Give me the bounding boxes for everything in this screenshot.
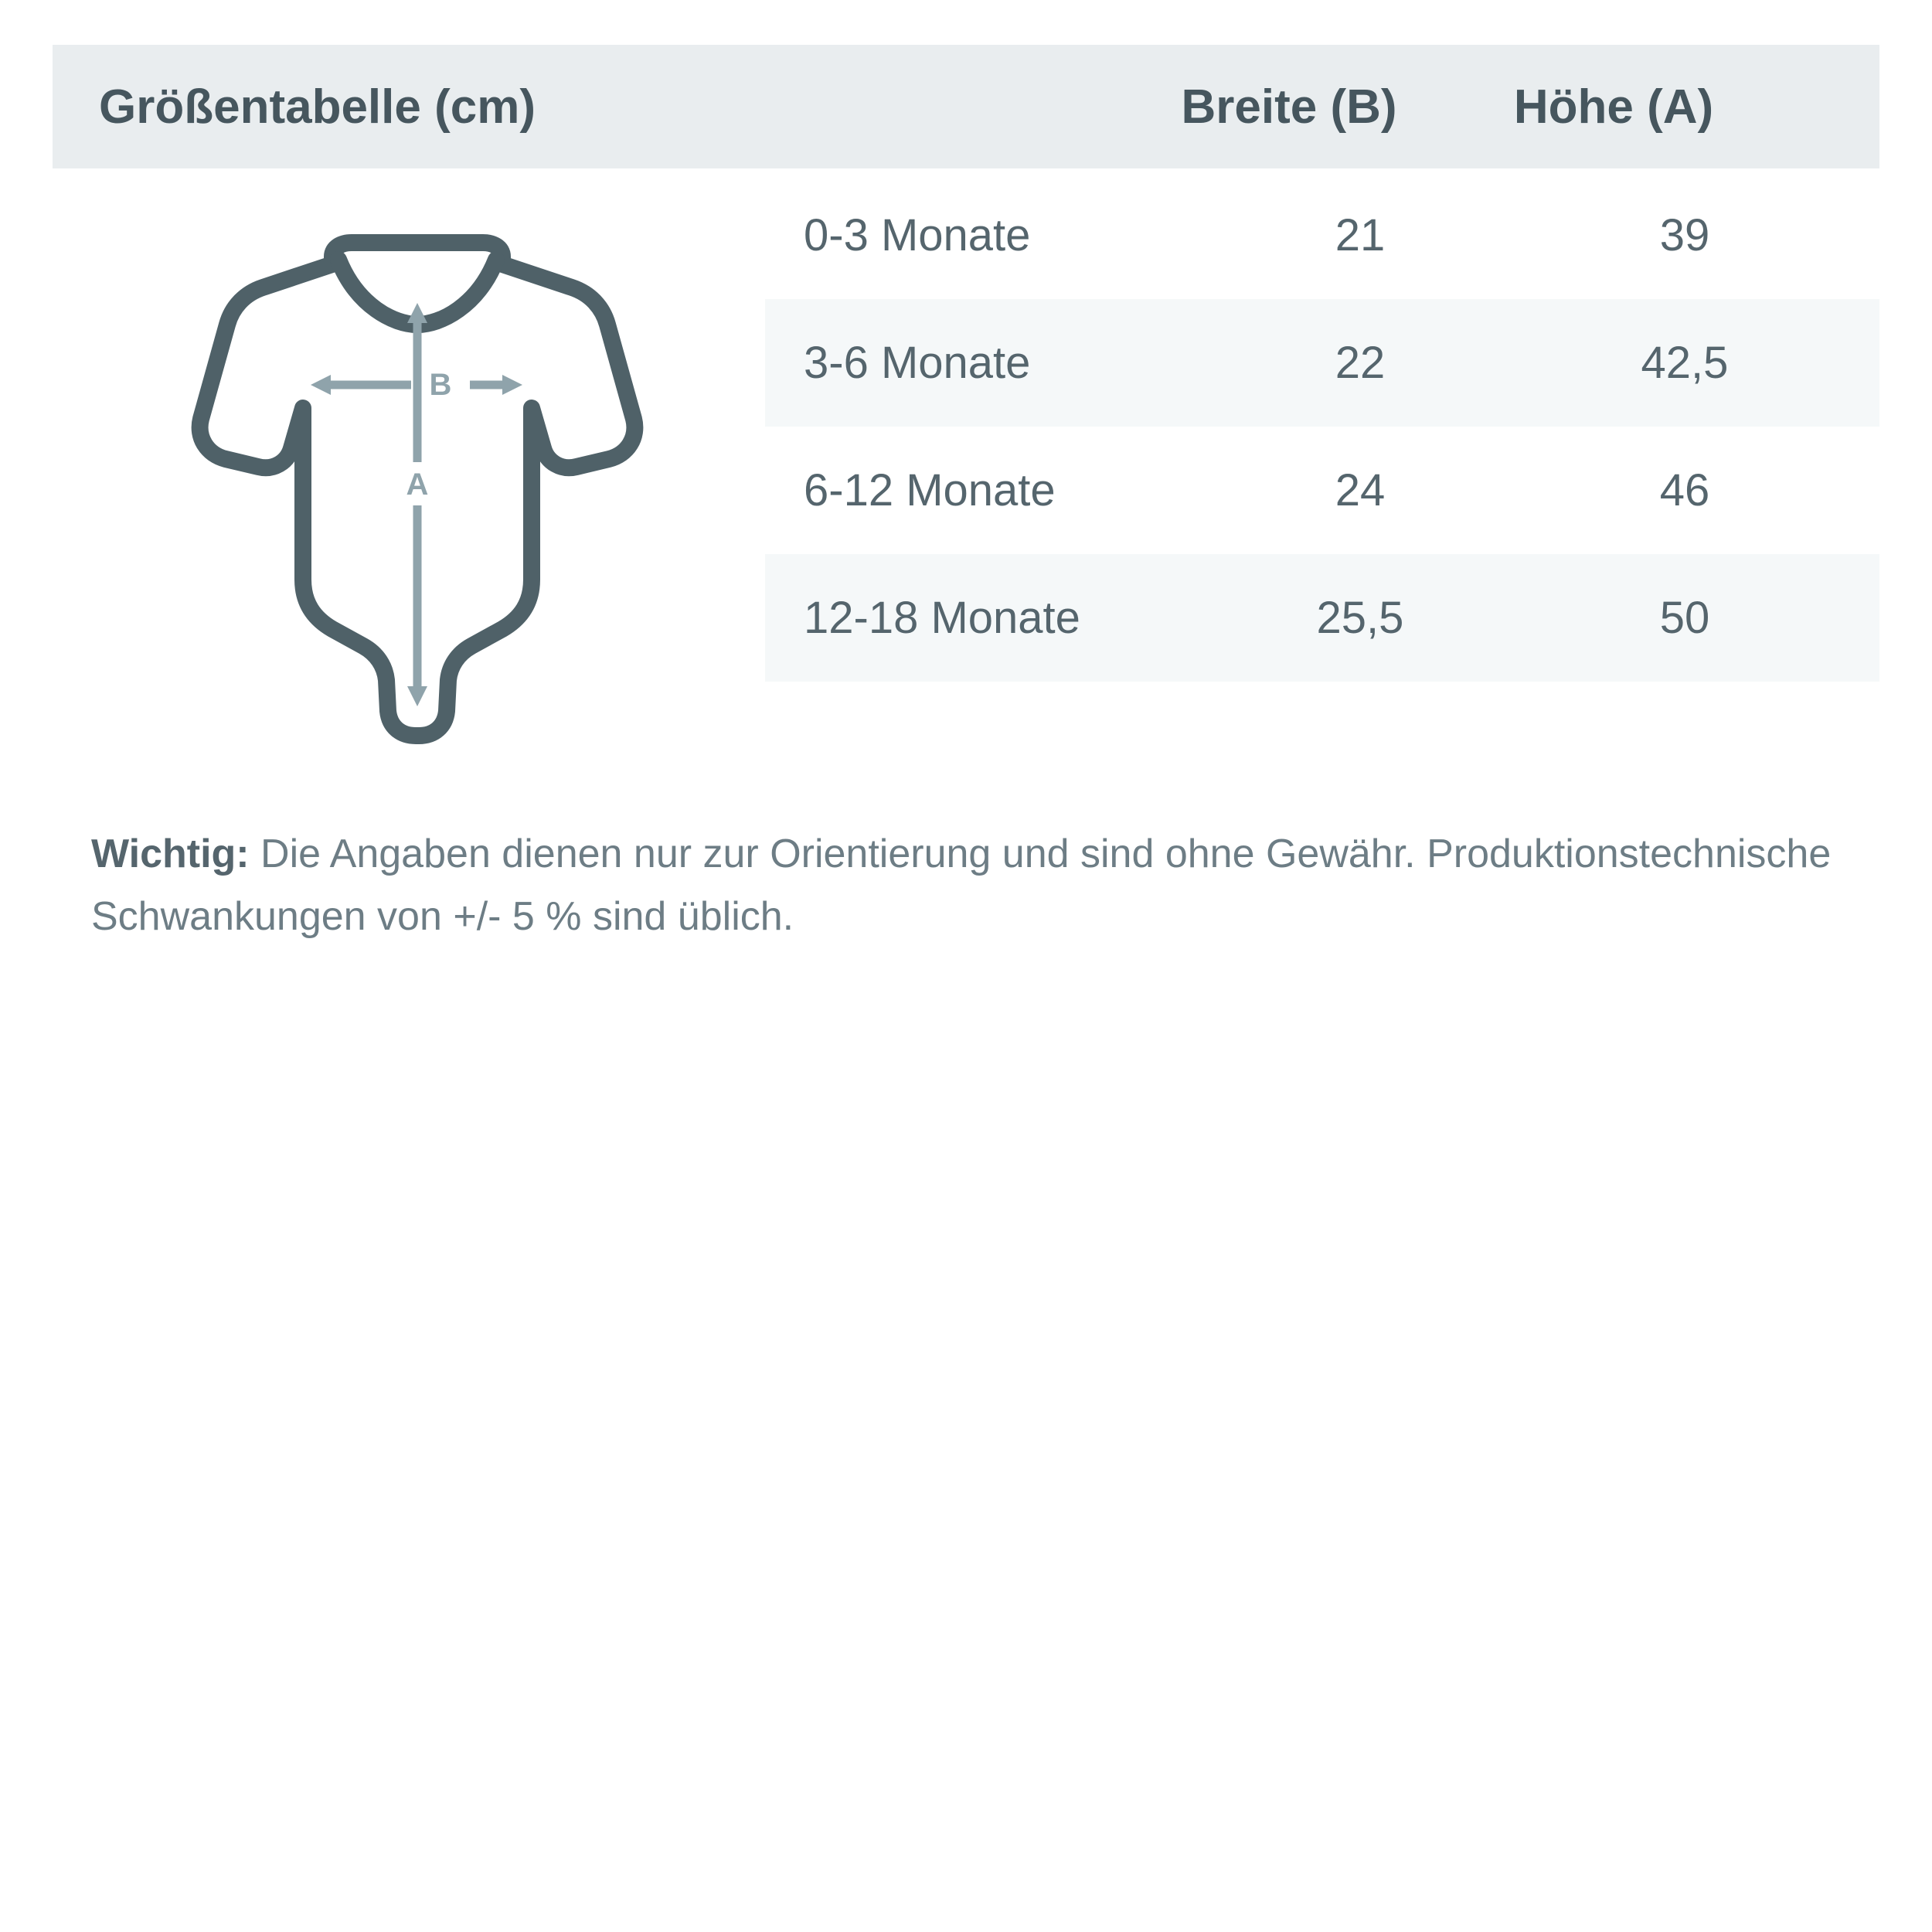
bodysuit-illustration <box>139 216 696 757</box>
cell-width: 24 <box>1335 465 1386 515</box>
disclaimer-note <box>91 823 1869 947</box>
table-row <box>765 299 1879 427</box>
cell-size: 12-18 Monate <box>804 593 1080 643</box>
size-table <box>765 172 1879 682</box>
table-header-band <box>53 45 1879 168</box>
table-row <box>765 427 1879 554</box>
svg-text:B: B <box>429 368 452 402</box>
baby-bodysuit-icon <box>139 216 696 757</box>
cell-width: 21 <box>1335 210 1386 260</box>
disclaimer-label: Wichtig: <box>91 832 250 876</box>
height-dimension-arrow <box>388 303 447 706</box>
disclaimer-text: Die Angaben dienen nur zur Orientierung und sind ohne Gewähr. Produktionstechnische Schwankungen von +/- 5 % sind üblich. <box>91 832 1832 939</box>
cell-height: 42,5 <box>1641 338 1729 388</box>
cell-size: 6-12 Monate <box>804 465 1056 515</box>
cell-size: 3-6 Monate <box>804 338 1031 388</box>
cell-size: 0-3 Monate <box>804 210 1031 260</box>
cell-width: 22 <box>1335 338 1386 388</box>
table-row <box>765 172 1879 299</box>
column-header-height: Höhe (A) <box>1513 80 1714 134</box>
cell-width: 25,5 <box>1316 593 1404 643</box>
page-title: Größentabelle (cm) <box>99 80 536 134</box>
cell-height: 46 <box>1659 465 1710 515</box>
column-header-width: Breite (B) <box>1181 80 1397 134</box>
table-row <box>765 554 1879 682</box>
cell-height: 39 <box>1659 210 1710 260</box>
cell-height: 50 <box>1659 593 1710 643</box>
svg-text:A: A <box>406 468 429 502</box>
